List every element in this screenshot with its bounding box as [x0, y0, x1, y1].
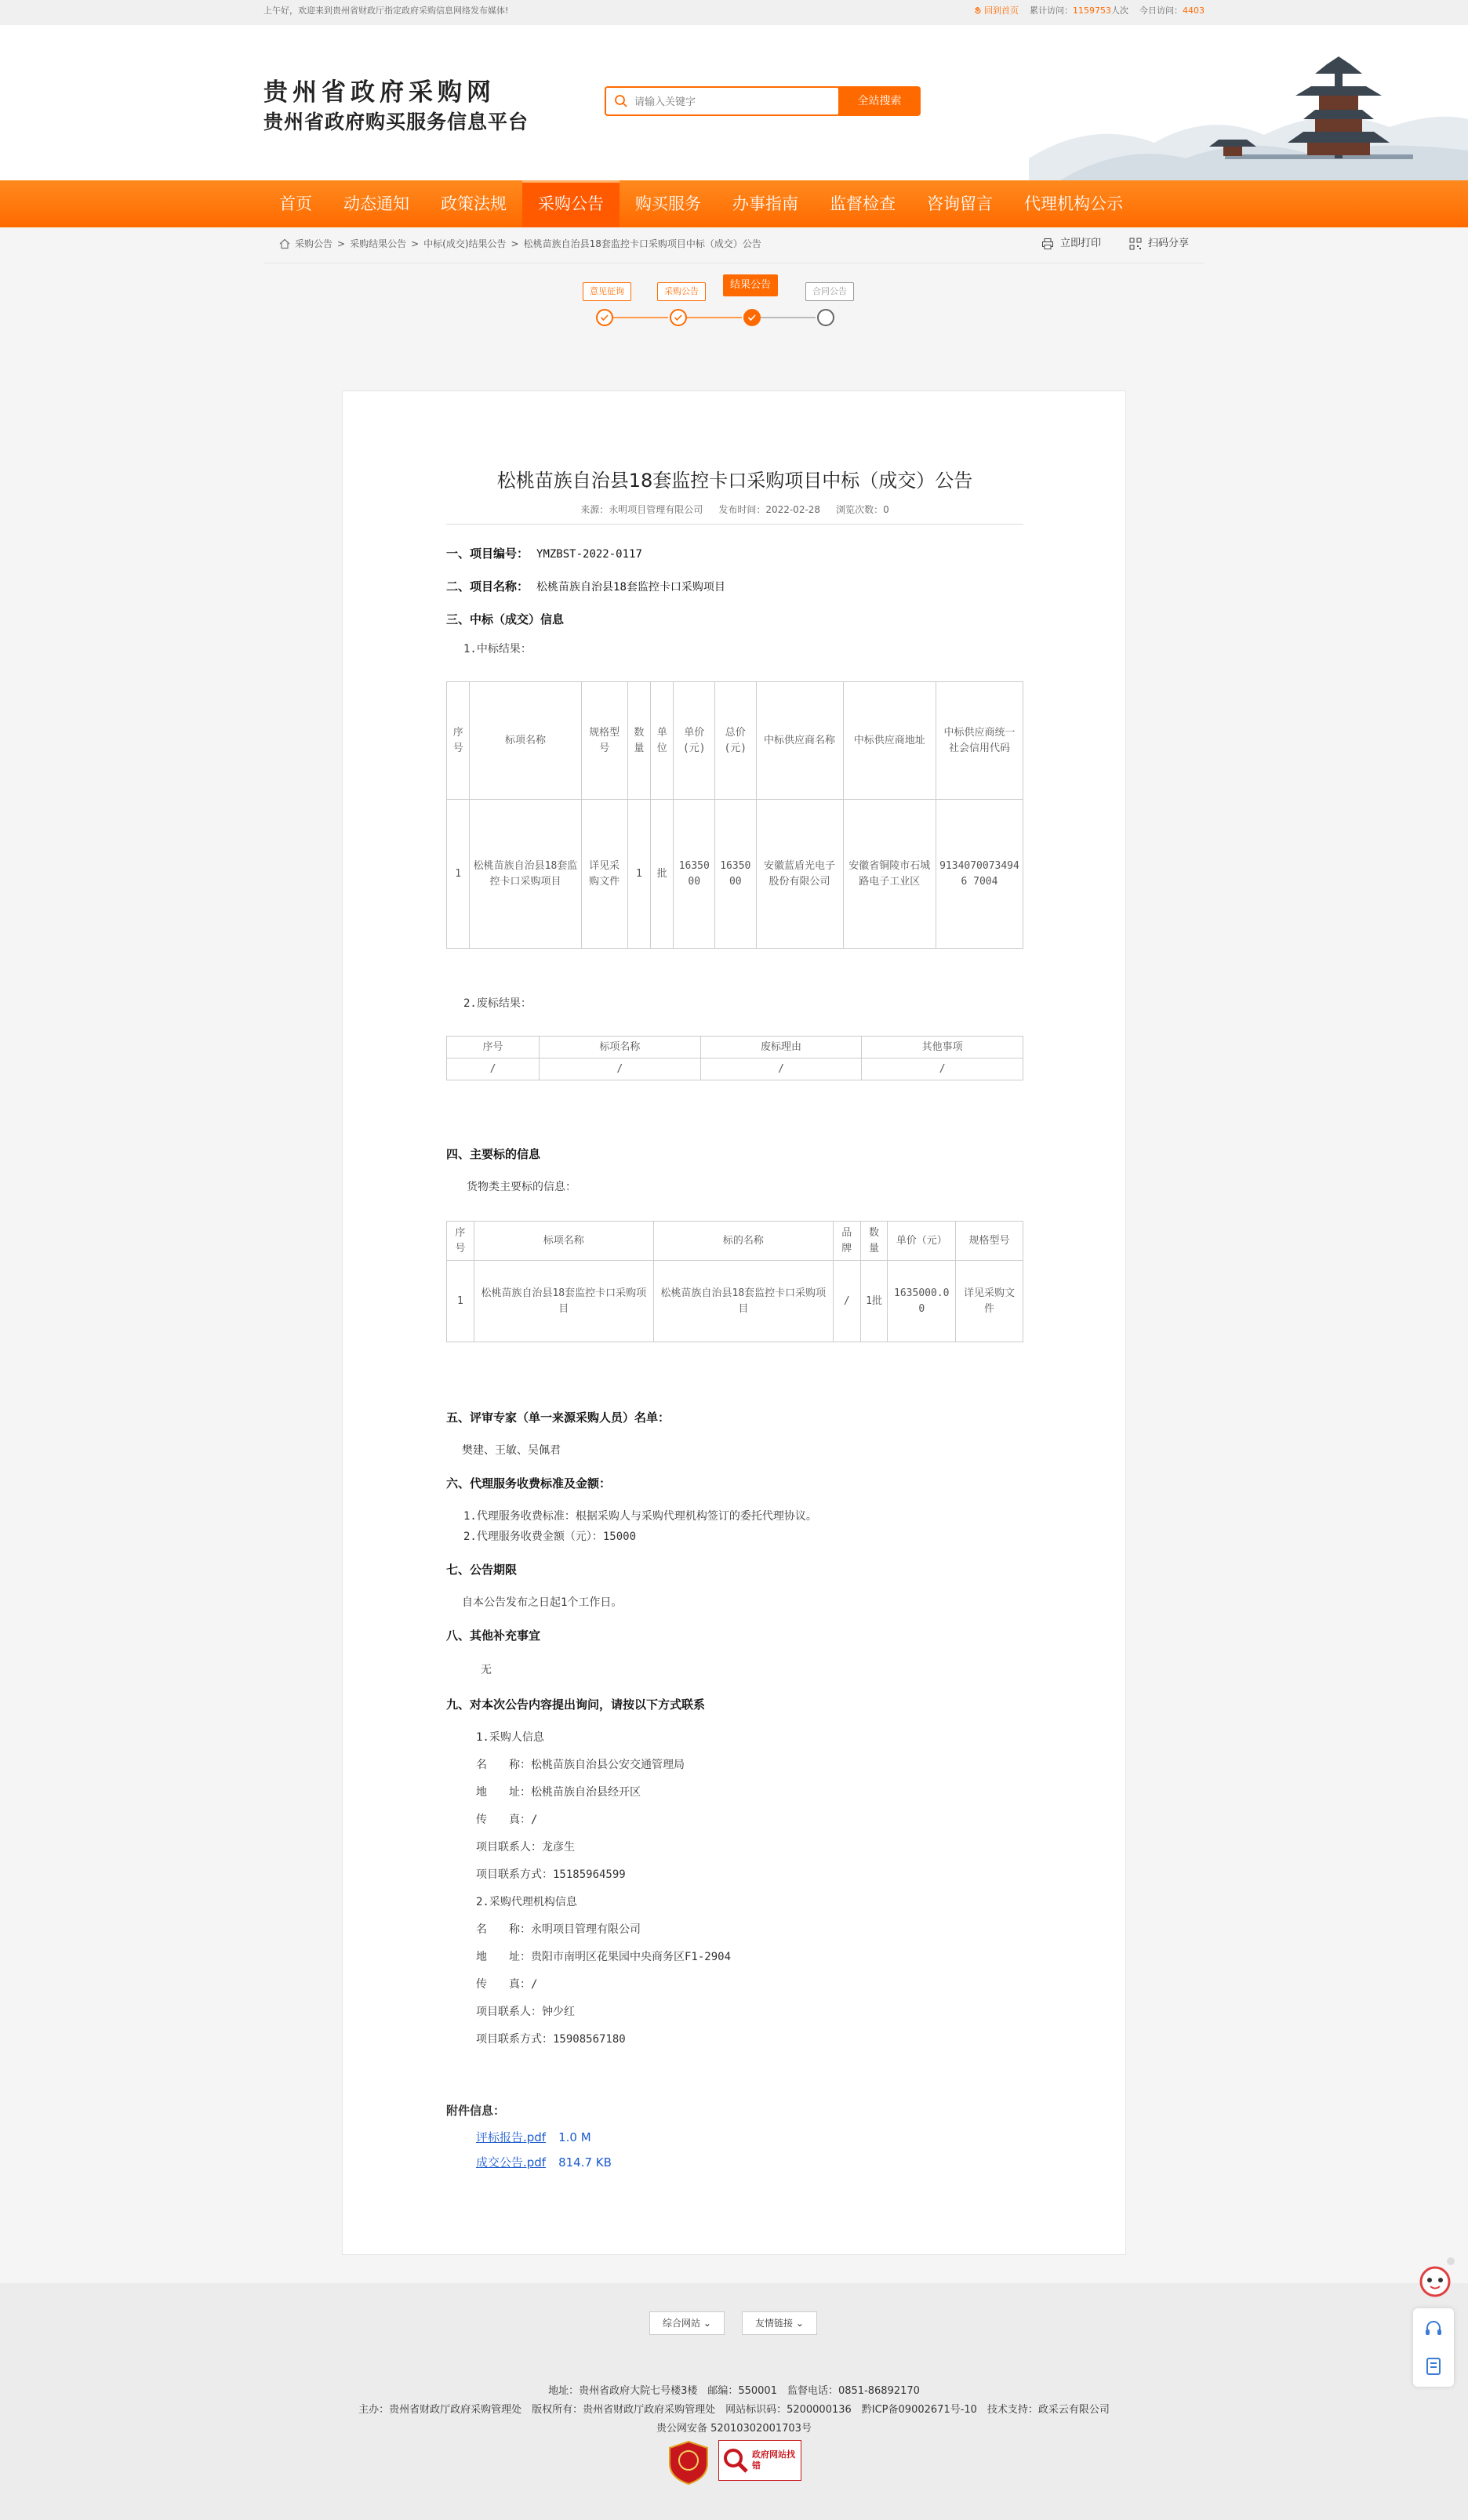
table-cell: 单位: [651, 682, 674, 800]
chevron-down-icon: ⌄: [795, 2318, 804, 2329]
step-connector: [612, 317, 668, 318]
article-card: [342, 390, 1126, 2255]
table-cell: 安徽蓝盾光电子股份有限公司: [756, 800, 843, 949]
document-icon[interactable]: [1424, 2357, 1443, 2376]
table-cell: 松桃苗族自治县18套监控卡口采购项目: [653, 1261, 833, 1342]
contact-line: 名 称：松桃苗族自治县公安交通管理局: [476, 1759, 685, 1771]
contact-line: 1.采购人信息: [476, 1731, 544, 1744]
share-button[interactable]: 扫码分享: [1129, 227, 1189, 260]
table-cell: 1: [627, 800, 650, 949]
table-cell: 1批: [860, 1261, 888, 1342]
table-cell: 中标供应商名称: [756, 682, 843, 800]
table-cell: 1: [447, 1261, 474, 1342]
site-header: [0, 25, 1468, 180]
contact-line: 传 真：/: [476, 1814, 538, 1826]
section-other: 八、其他补充事宜: [446, 1629, 541, 1643]
footer-host: 主办：贵州省财政厅政府采购管理处 版权所有：贵州省财政厅政府采购管理处 网站标识码：5200000136 黔ICP备09002671号-10 技术支持：政采云有限公司: [358, 2404, 1110, 2416]
table-cell: 1635000: [674, 800, 715, 949]
contact-line: 2.采购代理机构信息: [476, 1896, 577, 1908]
award-table: [446, 681, 1023, 949]
printer-icon: [1041, 238, 1054, 250]
step-label-4[interactable]: 合同公告: [805, 282, 854, 301]
table-cell: 标的名称: [653, 1222, 833, 1261]
table-cell: 废标理由: [700, 1037, 862, 1058]
nav-item[interactable]: 购买服务: [635, 194, 701, 213]
attachment-2: [476, 2154, 1053, 2170]
total-visits: 累计访问：1159753人次: [1030, 5, 1128, 16]
search-button[interactable]: 全站搜索: [838, 86, 921, 116]
step-pending-icon: [817, 309, 834, 326]
main-items-label: 货物类主要标的信息：: [467, 1181, 576, 1193]
nav-item[interactable]: 代理机构公示: [1024, 194, 1123, 213]
search-box[interactable]: [605, 86, 840, 116]
table-cell: /: [700, 1058, 862, 1080]
gov-site-error-badge[interactable]: 政府网站找错: [718, 2440, 801, 2481]
nav-item[interactable]: 采购公告: [522, 180, 620, 227]
table-cell: 单价(元): [674, 682, 715, 800]
breadcrumb-bar: [263, 227, 1205, 263]
section-agency-fee: 六、代理服务收费标准及金额：: [446, 1476, 612, 1491]
table-cell: 标项名称: [474, 1222, 653, 1261]
table-cell: 标项名称: [470, 682, 581, 800]
today-visits: 今日访问：4403: [1139, 5, 1205, 16]
section-contact: 九、对本次公告内容提出询问，请按以下方式联系: [446, 1698, 706, 1712]
table-cell: 1635000.00: [888, 1261, 956, 1342]
table-cell: 详见采购文件: [581, 800, 627, 949]
table-cell: 品牌: [833, 1222, 860, 1261]
magnifier-icon: [722, 2447, 749, 2474]
table-cell: 松桃苗族自治县18套监控卡口采购项目: [470, 800, 581, 949]
attachments-title: 附件信息：: [446, 2104, 506, 2118]
failed-bid-label: 2.废标结果：: [463, 997, 532, 1010]
contact-line: 项目联系方式：15185964599: [476, 1868, 626, 1881]
qr-code-icon: [1129, 238, 1142, 250]
table-cell: 序号: [447, 1222, 474, 1261]
table-cell: 规格型号: [581, 682, 627, 800]
table-cell: /: [862, 1058, 1023, 1080]
contact-line: 名 称：永明项目管理有限公司: [476, 1923, 641, 1936]
nav-item[interactable]: 政策法规: [441, 194, 507, 213]
contact-line: 传 真：/: [476, 1978, 538, 1991]
attachment-link[interactable]: 评标报告.pdf: [476, 2130, 547, 2144]
footer-police: 贵公网安备 52010302001703号: [656, 2423, 812, 2435]
greeting: 上午好，欢迎来到贵州省财政厅指定政府采购信息网络发布媒体!: [263, 5, 509, 16]
table-cell: 数量: [860, 1222, 888, 1261]
attachment-size: 1.0 M: [558, 2130, 591, 2144]
step-done-icon: [596, 309, 613, 326]
party-emblem-icon[interactable]: [668, 2440, 709, 2486]
fee-standard: 1.代理服务收费标准：根据采购人与采购代理机构签订的委托代理协议。: [463, 1510, 817, 1523]
table-cell: /: [540, 1058, 701, 1080]
site-footer: [0, 2283, 1468, 2520]
nav-item[interactable]: 动态通知: [343, 194, 409, 213]
contact-line: 项目联系人：钟少红: [476, 2006, 575, 2018]
table-cell: 中标供应商统一社会信用代码: [936, 682, 1023, 800]
chevron-down-icon: ⌄: [703, 2318, 711, 2329]
main-nav: [0, 180, 1468, 227]
top-bar: [0, 0, 1468, 25]
contact-list: [476, 1729, 1053, 2058]
table-cell: 安徽省铜陵市石城路电子工业区: [843, 800, 936, 949]
period-value: 自本公告发布之日起1个工作日。: [462, 1596, 623, 1609]
table-cell: 91340700734946 7004: [936, 800, 1023, 949]
table-cell: 松桃苗族自治县18套监控卡口采购项目: [474, 1261, 653, 1342]
step-connector: [685, 317, 742, 318]
nav-item[interactable]: 咨询留言: [927, 194, 993, 213]
contact-line: 项目联系方式：15908567180: [476, 2033, 626, 2046]
crumb-3[interactable]: 中标(成交)结果公告: [423, 238, 507, 249]
step-label-1[interactable]: 意见征询: [583, 282, 631, 301]
links-select[interactable]: 友情链接 ⌄: [742, 2311, 817, 2335]
contact-line: 地 址：贵阳市南明区花果园中央商务区F1-2904: [476, 1951, 731, 1963]
crumb-2[interactable]: 采购结果公告: [350, 238, 407, 249]
footer-address: 地址：贵州省政府大院七号楼3楼 邮编：550001 监督电话：0851-86892170: [548, 2385, 920, 2397]
contact-line: 项目联系人：龙彦生: [476, 1841, 575, 1854]
process-steps: [263, 263, 1205, 405]
section-project-name: 二、项目名称： 松桃苗族自治县18套监控卡口采购项目: [446, 579, 725, 594]
attachment-1: [476, 2129, 1053, 2145]
attachment-link[interactable]: 成交公告.pdf: [476, 2155, 547, 2170]
table-cell: 1: [447, 800, 470, 949]
table-cell: 数量: [627, 682, 650, 800]
home-icon[interactable]: [279, 238, 290, 249]
step-label-2[interactable]: 采购公告: [657, 282, 706, 301]
table-cell: 序号: [447, 1037, 540, 1058]
article-meta: 来源：永明项目管理有限公司 发布时间：2022-02-28 浏览次数：0: [446, 503, 1023, 525]
site-title[interactable]: 贵州省政府采购网: [263, 78, 496, 107]
table-cell: 标项名称: [540, 1037, 701, 1058]
section-main-items: 四、主要标的信息: [446, 1147, 541, 1161]
article-title: 松桃苗族自治县18套监控卡口采购项目中标（成交）公告: [496, 470, 973, 492]
table-cell: /: [833, 1261, 860, 1342]
table-cell: 单价（元）: [888, 1222, 956, 1261]
table-cell: /: [447, 1058, 540, 1080]
main-items-table: [446, 1221, 1023, 1342]
step-done-icon: [670, 309, 687, 326]
site-subtitle: 贵州省政府购买服务信息平台: [263, 111, 529, 133]
print-button[interactable]: 立即打印: [1041, 227, 1101, 260]
table-cell: 详见采购文件: [956, 1261, 1023, 1342]
section-experts: 五、评审专家（单一来源采购人员）名单：: [446, 1411, 670, 1425]
search-icon: [614, 94, 628, 108]
table-cell: 总价(元): [715, 682, 757, 800]
nav-item[interactable]: 监督检查: [830, 194, 896, 213]
table-cell: 1635000: [715, 800, 757, 949]
failed-bid-table: [446, 1036, 1023, 1080]
floating-service-bar: [1413, 2255, 1457, 2380]
crumb-4: 松桃苗族自治县18套监控卡口采购项目中标（成交）公告: [523, 238, 761, 249]
back-icon: [974, 7, 982, 15]
nav-item[interactable]: 首页: [279, 194, 312, 213]
award-result-label: 1.中标结果：: [463, 643, 532, 655]
section-project-number: 一、项目编号： YMZBST-2022-0117: [446, 546, 642, 561]
step-current-icon: [743, 309, 761, 326]
table-cell: 序号: [447, 682, 470, 800]
site-select[interactable]: 综合网站 ⌄: [649, 2311, 725, 2335]
pagoda-illustration: [1029, 25, 1468, 180]
attachment-size: 814.7 KB: [558, 2155, 612, 2170]
headset-icon[interactable]: [1424, 2319, 1443, 2338]
contact-line: 地 址：松桃苗族自治县经开区: [476, 1786, 641, 1799]
nav-item[interactable]: 办事指南: [732, 194, 798, 213]
experts-value: 樊建、王敏、吴佩君: [462, 1444, 561, 1457]
fee-amount: 2.代理服务收费金额（元）：15000: [463, 1531, 637, 1543]
section-award-info: 三、中标（成交）信息: [446, 612, 565, 626]
mascot-icon[interactable]: [1413, 2255, 1457, 2302]
step-label-3[interactable]: 结果公告: [723, 274, 778, 296]
search-input[interactable]: [634, 88, 838, 114]
step-connector: [759, 317, 816, 318]
home-link[interactable]: 回到首页: [974, 0, 1019, 22]
table-cell: 其他事项: [862, 1037, 1023, 1058]
crumb-1[interactable]: 采购公告: [295, 238, 333, 249]
table-cell: 批: [651, 800, 674, 949]
table-cell: 规格型号: [956, 1222, 1023, 1261]
table-cell: 中标供应商地址: [843, 682, 936, 800]
breadcrumb: 采购公告 > 采购结果公告 > 中标(成交)结果公告 > 松桃苗族自治县18套监控卡口采购项目中标（成交）公告: [279, 227, 761, 260]
other-value: 无: [481, 1664, 492, 1676]
section-period: 七、公告期限: [446, 1563, 518, 1577]
